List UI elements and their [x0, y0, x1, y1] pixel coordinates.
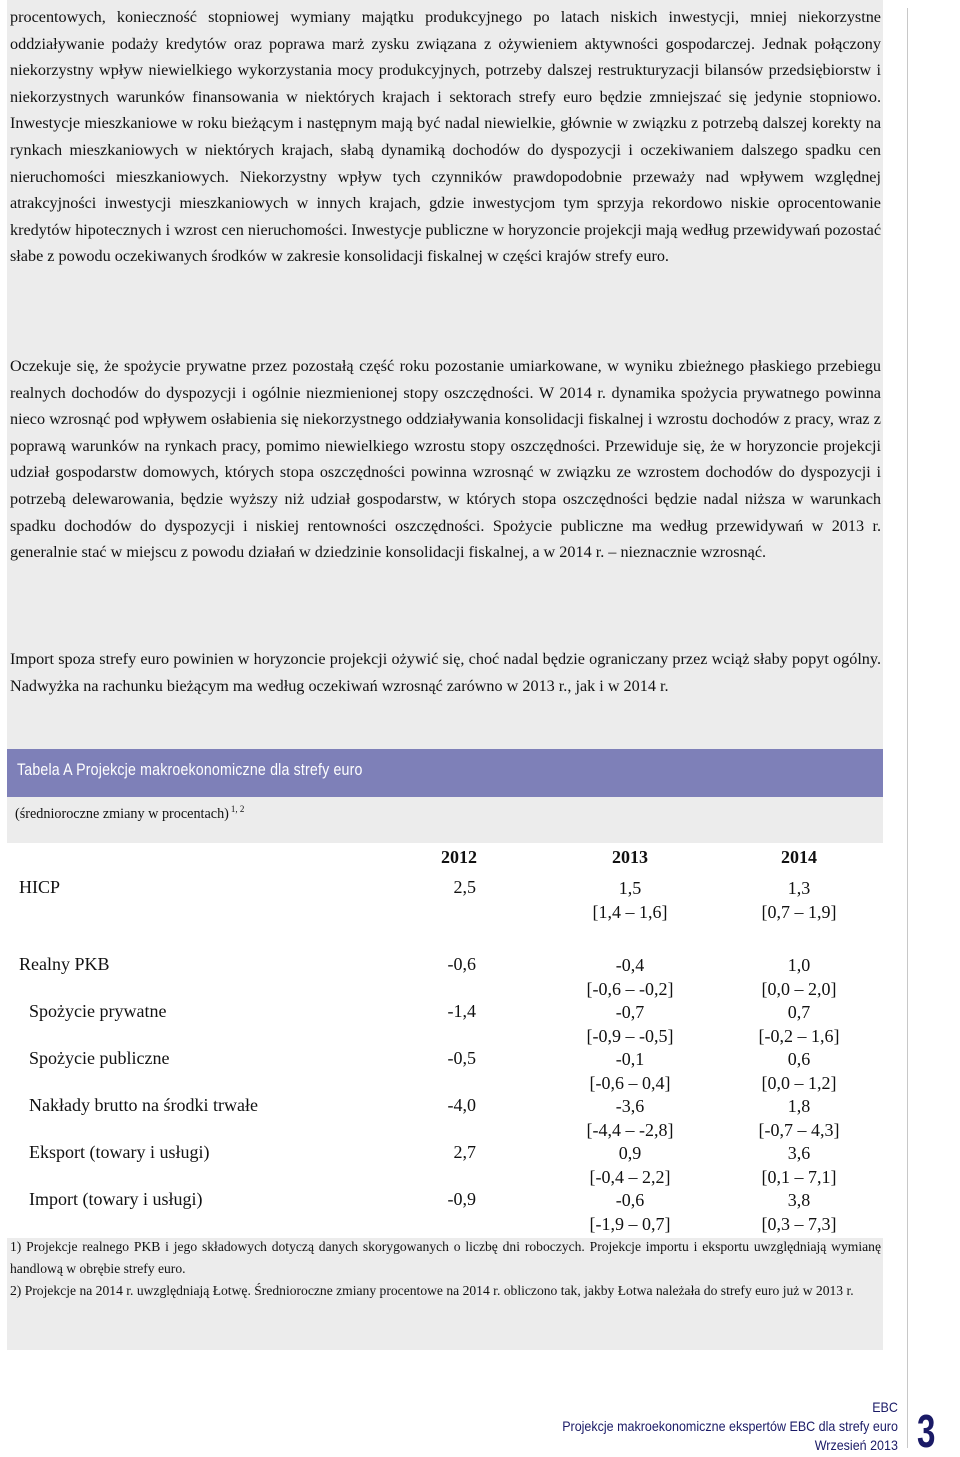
value-2014 [724, 1189, 874, 1236]
point-2014: 1,8 [787, 1096, 811, 1116]
point-2014: 3,6 [787, 1143, 811, 1163]
row-label: HICP [19, 877, 61, 897]
row-label: Realny PKB [19, 954, 110, 974]
paragraph-investment: procentowych, konieczność stopniowej wymiany majątku produkcyjnego po latach niskich inwestycji, mniej niekorzystne oddziaływanie podaży kredytów oraz poprawa marż zysku związana z ożywieniem aktywności gospodarczej. Jednak połączony niekorzystny wpływ niewielkiego wykorzystania mocy produkcyjnych, potrzeby dalszej restrukturyzacji bilansów przedsiębiorstw i niekorzystnych warunków finansowania w niektórych krajach i sektorach strefy euro będzie zmniejszać się jedynie stopniowo. Inwestycje mieszkaniowe w roku bieżącym i następnym mają być nadal niewielkie, głównie w związku z potrzebą dalszej korekty na rynkach mieszkaniowych w niektórych krajach, słabą dynamiką dochodów do dyspozycji i oczekiwaniem dalszego spadku cen nieruchomości mieszkaniowych. Niekorzystny wpływ tych czynników prawdopodobnie przeważy nad wpływem względnej atrakcyjności inwestycji mieszkaniowych w innych krajach, gdzie inwestycjom tym sprzyja rekordowo niskie oprocentowanie kredytów hipotecznych i wzrost cen nieruchomości. Inwestycje publiczne w horyzoncie projekcji mają według przewidywań pozostać słabe z powodu oczekiwanych środków w zakresie konsolidacji fiskalnej w części krajów strefy euro. [10, 8, 881, 266]
range-2014: [0,7 – 1,9] [761, 901, 837, 922]
footnote-2: 2) Projekcje na 2014 r. uwzględniają Łotwę. Średnioroczne zmiany procentowe na 2014 r. obliczono tak, jakby Łotwa należała do strefy euro już w 2013 r. [10, 1283, 854, 1298]
point-2014: 0,7 [787, 1002, 811, 1022]
value-2012: -1,4 [447, 1001, 476, 1021]
value-2014 [724, 1142, 874, 1189]
value-2012: 2,5 [453, 877, 476, 897]
point-2014: 1,3 [787, 878, 811, 898]
point-2013: 0,9 [618, 1143, 642, 1163]
range-2013: [-0,4 – 2,2] [589, 1166, 671, 1187]
footer-date: Wrzesień 2013 [814, 1438, 898, 1453]
value-2012: -0,5 [447, 1048, 476, 1068]
row-label: Spożycie publiczne [29, 1048, 170, 1068]
point-2013: -0,4 [615, 955, 645, 975]
value-2013 [555, 1142, 705, 1189]
value-2012: -0,9 [447, 1189, 476, 1209]
range-2014: [0,0 – 2,0] [761, 978, 837, 999]
table-unit-text: (średnioroczne zmiany w procentach) [15, 806, 229, 822]
right-margin-rule [907, 8, 908, 1448]
row-label: Import (towary i usługi) [29, 1189, 203, 1209]
point-2013: -0,1 [615, 1049, 645, 1069]
value-2012: -4,0 [447, 1095, 476, 1115]
value-2012: -0,6 [447, 954, 476, 974]
point-2014: 3,8 [787, 1190, 811, 1210]
row-label: Spożycie prywatne [29, 1001, 167, 1021]
range-2014: [0,0 – 1,2] [761, 1072, 837, 1093]
point-2013: -3,6 [615, 1096, 645, 1116]
value-2014 [724, 1095, 874, 1142]
value-2013 [555, 1095, 705, 1142]
range-2013: [-0,6 – -0,2] [586, 978, 674, 999]
year-header-2013: 2013 [612, 847, 648, 867]
point-2013: 1,5 [618, 878, 642, 898]
range-2013: [-0,6 – 0,4] [589, 1072, 671, 1093]
point-2013: -0,7 [615, 1002, 645, 1022]
value-2013 [555, 1048, 705, 1095]
paragraph-consumption: Oczekuje się, że spożycie prywatne przez pozostałą część roku pozostanie umiarkowane, w wyniku zbieżnego płaskiego przebiegu realnych dochodów do dyspozycji i ogólnie niezmienionej stopy oszczędności. W 2014 r. dynamika spożycia prywatnego powinna nieco wzrosnąć pod wpływem osłabienia się niekorzystnego oddziaływania konsolidacji fiskalnej i wzrostu dochodów z pracy, wraz z poprawą warunków na rynkach pracy, pomimo niewielkiego wzrostu stopy oszczędności. Przewiduje się, że w horyzoncie projekcji udział gospodarstw domowych, których stopa oszczędności powinna wzrosnąć w związku ze wzrostem dochodów do dyspozycji i potrzebą delewarowania, będzie wyższy niż udział gospodarstw, w których stopa oszczędności będzie nadal niższa w warunkach spadku dochodów do dyspozycji i niskiej rentowności oszczędności. Spożycie publiczne ma według przewidywań w 2013 r. generalnie stać w miejscu z powodu działań w dziedzinie konsolidacji fiskalnej, a w 2014 r. – nieznacznie wzrosnąć. [10, 357, 881, 562]
point-2014: 1,0 [787, 955, 811, 975]
year-header-2012: 2012 [441, 847, 477, 867]
footnote-1: 1) Projekcje realnego PKB i jego składowych dotyczą danych skorygowanych o liczbę dni roboczych. Projekcje importu i eksportu uwzględniają wymianę handlową w obrębie strefy euro. [10, 1239, 881, 1276]
row-label: Eksport (towary i usługi) [29, 1142, 210, 1162]
value-2013 [555, 1001, 705, 1048]
page-number: 3 [917, 1405, 936, 1457]
range-2014: [-0,7 – 4,3] [758, 1119, 840, 1140]
value-2014 [724, 877, 874, 924]
point-2013: -0,6 [615, 1190, 645, 1210]
range-2013: [-1,9 – 0,7] [589, 1213, 671, 1234]
range-2013: [-4,4 – -2,8] [586, 1119, 674, 1140]
paragraph-imports: Import spoza strefy euro powinien w horyzoncie projekcji ożywić się, choć nadal będzie ograniczany przez wciąż słaby popyt ogólny. Nadwyżka na rachunku bieżącym ma według oczekiwań wzrosnąć zarówno w 2013 r., jak i w 2014 r. [10, 650, 881, 695]
range-2013: [-0,9 – -0,5] [586, 1025, 674, 1046]
value-2012: 2,7 [453, 1142, 476, 1162]
range-2013: [1,4 – 1,6] [592, 901, 668, 922]
range-2014: [0,1 – 7,1] [761, 1166, 837, 1187]
table-unit-footnote-ref: 1, 2 [230, 804, 245, 814]
value-2014 [724, 1048, 874, 1095]
footer-publication: Projekcje makroekonomiczne ekspertów EBC dla strefy euro [562, 1419, 898, 1434]
table-unit-caption [15, 804, 244, 823]
value-2013 [555, 877, 705, 924]
range-2014: [0,3 – 7,3] [761, 1213, 837, 1234]
year-header-2014: 2014 [781, 847, 817, 867]
value-2014 [724, 954, 874, 1001]
value-2014 [724, 1001, 874, 1048]
table-title: Tabela A Projekcje makroekonomiczne dla strefy euro [17, 761, 363, 779]
value-2013 [555, 954, 705, 1001]
page-footer [562, 1398, 898, 1455]
table-header-bar [7, 749, 883, 797]
footer-org: EBC [872, 1400, 898, 1415]
range-2014: [-0,2 – 1,6] [758, 1025, 840, 1046]
point-2014: 0,6 [787, 1049, 811, 1069]
table-footnotes [10, 1236, 881, 1302]
value-2013 [555, 1189, 705, 1236]
row-label: Nakłady brutto na środki trwałe [29, 1095, 258, 1115]
